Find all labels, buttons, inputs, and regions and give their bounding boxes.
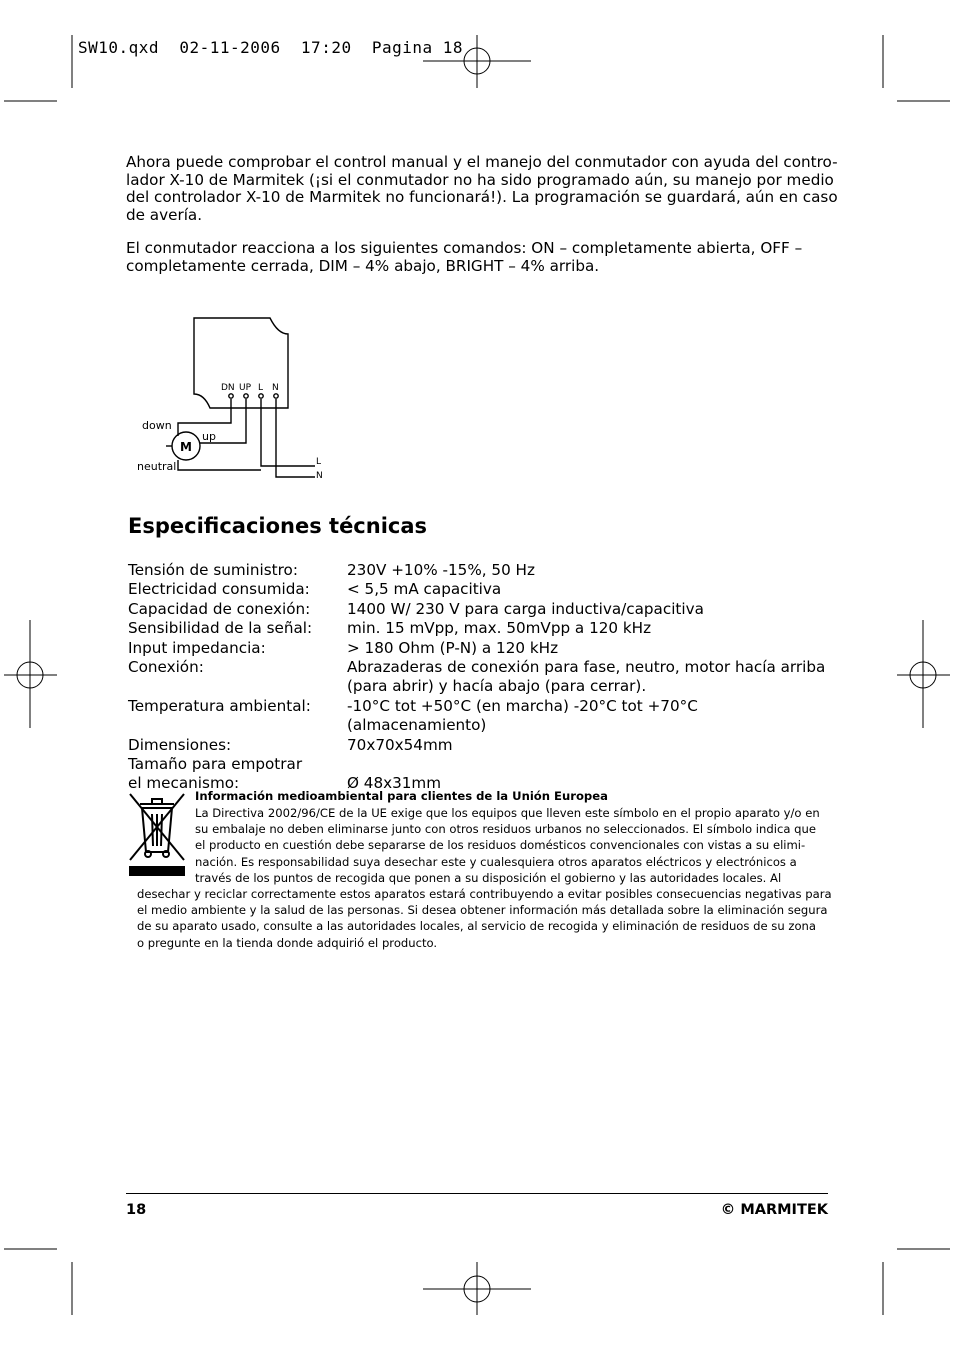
spec-value: 70x70x54mm [347,735,453,754]
spec-row [128,619,827,638]
spec-row [128,677,827,696]
intro-line: lador X-10 de Marmitek (¡si el conmutador no ha sido programado aún, su manejo por medio [126,170,834,189]
spec-row [128,736,827,755]
spec-label: Sensibilidad de la señal: [128,619,313,638]
spec-label: Input impedancia: [128,638,266,657]
line-n-label: N [316,471,323,481]
line-l-label: L [316,457,322,467]
down-label: down [142,419,172,432]
commands-line: El conmutador reacciona a los siguientes comandos: ON – completamente abierta, OFF – [126,239,803,257]
terminal-label-dn: DN [221,383,235,393]
spec-label: Tamaño para empotrar [128,755,303,774]
spec-label [128,677,347,696]
spec-value: Abrazaderas de conexión para fase, neutro, motor hacía arriba [347,658,826,677]
environment-line: su embalaje no deben eliminarse junto con otros residuos urbanos no seleccionados. El símbolo indica que [195,822,816,837]
spec-value: (para abrir) y hacía abajo (para cerrar). [347,677,647,696]
terminal-label-up: UP [239,383,252,393]
spec-value: 230V +10% -15%, 50 Hz [347,561,535,579]
environment-line: través de los puntos de recogida que ponen a su disposición el gobierno y las autoridades locales. Al [195,870,782,885]
terminal-label-n: N [272,383,279,393]
spec-row [128,755,827,774]
environment-line: La Directiva 2002/96/CE de la UE exige que los equipos que lleven este símbolo en el propio aparato y/o en [195,806,820,820]
spec-value [347,755,827,774]
spec-value: Ø 48x31mm [347,774,442,793]
intro-line: de avería. [126,205,203,224]
specs-title: Especificaciones técnicas [128,514,428,538]
spec-label: Tensión de suministro: [128,561,298,579]
up-label: up [202,430,216,443]
environment-line: desechar y reciclar correctamente estos aparatos estará contribuyendo a evitar posibles consecuencias negativas para [137,887,832,901]
environment-line: el medio ambiente y la salud de las personas. Si desea obtener información más detallada sobre la eliminación segura [137,903,828,918]
spec-value: > 180 Ohm (P-N) a 120 kHz [347,638,559,657]
spec-row [128,697,827,736]
spec-row [128,580,827,599]
environment-full-text [137,886,832,951]
spec-label: Capacidad de conexión: [128,599,311,618]
environment-indented-text [195,805,820,886]
wiring-diagram [130,310,340,488]
neutral-label: neutral [137,460,177,473]
spec-label: el mecanismo: [128,774,240,793]
weee-bin-icon [126,790,188,880]
spec-row [128,561,827,580]
spec-row [128,658,827,677]
environment-line: o pregunte en la tienda donde adquirió el producto. [137,935,438,950]
environment-line: de su aparato usado, consulte a las autoridades locales, al servicio de recogida y eliminación de residuos de su zona [137,919,817,934]
file-slug: SW10.qxd 02-11-2006 17:20 Pagina 18 [78,38,464,57]
environment-line: el producto en cuestión debe separarse de los residuos domésticos convencionales con vistas a su elimi- [195,838,806,853]
intro-line: Ahora puede comprobar el control manual y el manejo del conmutador con ayuda del contro- [126,153,838,171]
footer-rule [126,1193,828,1194]
spec-value: < 5,5 mA capacitiva [347,580,502,599]
intro-line: del controlador X-10 de Marmitek no funcionará!). La programación se guardará, aún en caso [126,188,838,207]
spec-value: 1400 W/ 230 V para carga inductiva/capacitiva [347,599,704,618]
spec-label: Conexión: [128,658,204,677]
page-number: 18 [126,1202,147,1218]
spec-value: -10°C tot +50°C (en marcha) -20°C tot +70°C (almacenamiento) [347,696,698,735]
motor-label: M [180,440,192,454]
environment-heading: Información medioambiental para clientes de la Unión Europea [195,789,608,803]
spec-value: min. 15 mVpp, max. 50mVpp a 120 kHz [347,619,652,638]
commands-line: completamente cerrada, DIM – 4% abajo, BRIGHT – 4% arriba. [126,256,600,275]
spec-row [128,639,827,658]
specs-table [128,561,827,794]
environment-line: nación. Es responsabilidad suya desechar este y cualesquiera otros aparatos eléctricos y electrónicos a [195,854,797,869]
terminal-label-l: L [258,383,264,393]
spec-label: Electricidad consumida: [128,580,310,599]
commands-paragraph [126,240,828,275]
brand-copyright: © MARMITEK [720,1202,828,1218]
intro-paragraph [126,153,838,224]
spec-label: Temperatura ambiental: [128,696,311,715]
spec-row [128,600,827,619]
spec-label: Dimensiones: [128,735,232,754]
